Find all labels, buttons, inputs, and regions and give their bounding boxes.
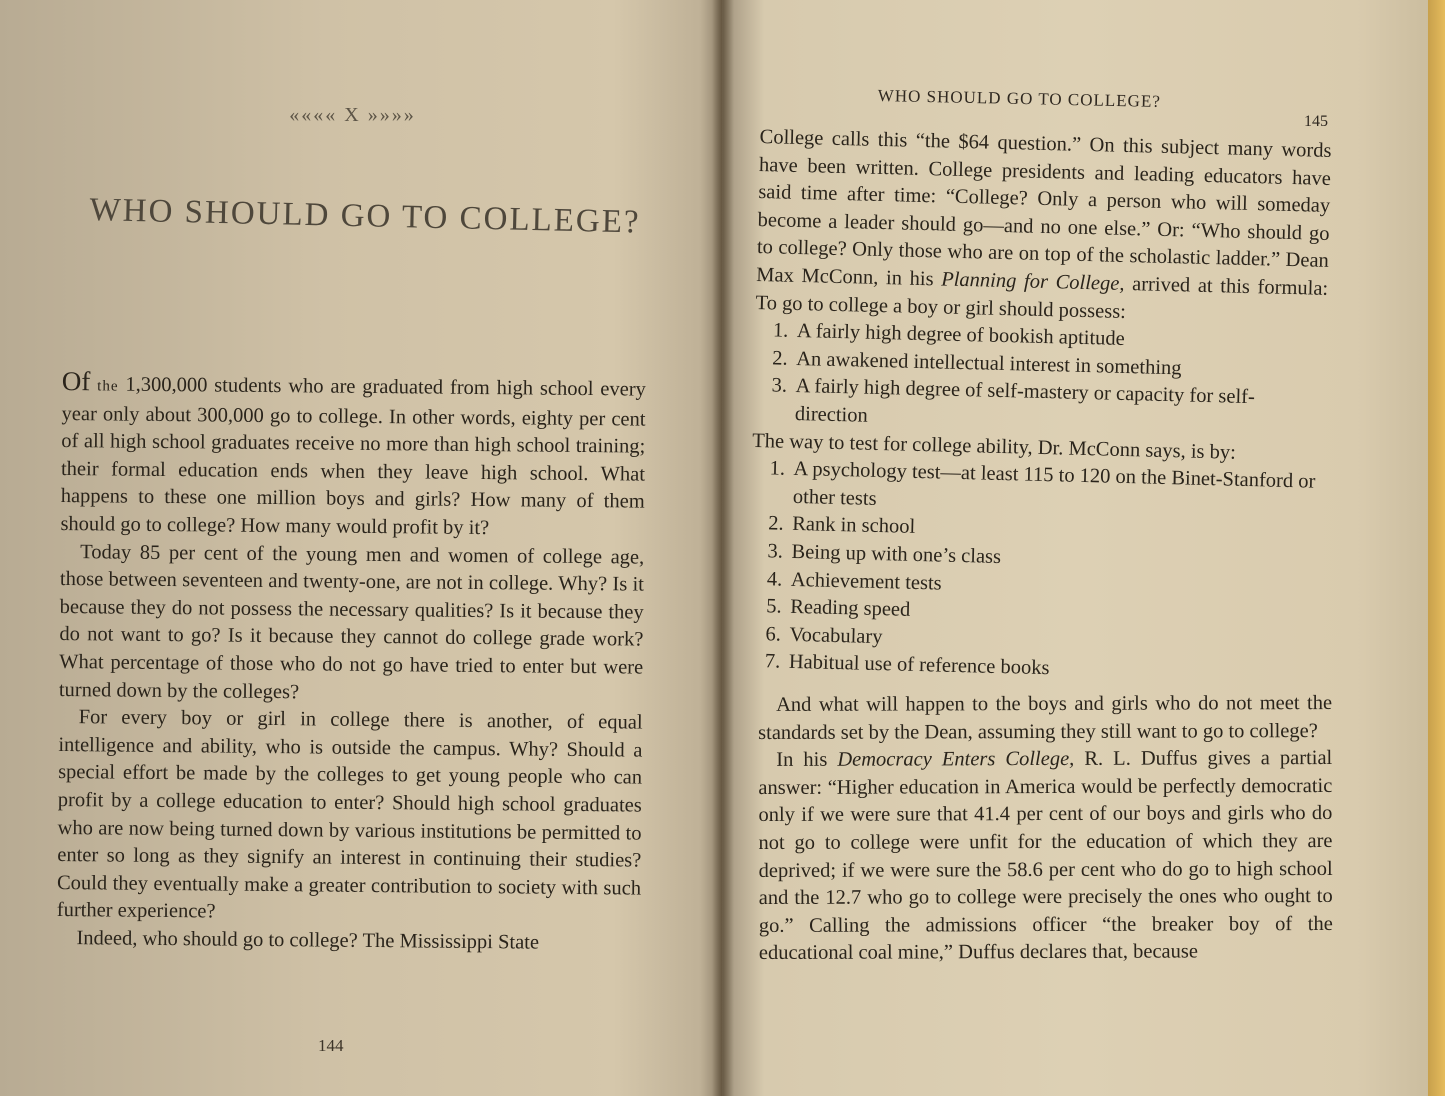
left-body-text	[56, 368, 646, 958]
list-text: Habitual use of reference books	[788, 651, 1050, 680]
list-text: Reading speed	[789, 595, 911, 621]
intro-text-end: arrived at this formula: To go to college a boy or girl should possess:	[755, 272, 1329, 323]
question-paragraph: And what will happen to the boys and girls who do not meet the standards set by the Dean, assuming they still want to go to college?	[758, 691, 1333, 744]
small-caps-word: the	[97, 378, 119, 395]
list-text: A fairly high degree of self-mastery or capacity for self-direction	[794, 375, 1256, 427]
right-body-text-lower	[758, 690, 1333, 968]
opening-paragraph	[60, 368, 646, 544]
paragraph: Today 85 per cent of the young men and women of college age, those between seventeen and twenty-one, are not in college. Why? Is it because they do not possess the necessary qualities? Is it because they do not want to go? Is it because they cannot do college grade work? What percentage of those who do not go have tried to enter but were turned down by the colleges?	[58, 540, 645, 703]
list-text: Rank in school	[791, 513, 916, 539]
book-title-democracy: Democracy Enters College,	[837, 748, 1075, 771]
page-number-right: 145	[1304, 113, 1328, 130]
list-text: Being up with one’s class	[791, 540, 1002, 568]
tests-list	[747, 455, 1324, 690]
paragraph: Indeed, who should go to college? The Mississippi State	[76, 927, 540, 954]
duffus-text-start: In his	[776, 748, 838, 772]
list-number: 3.	[767, 540, 784, 563]
list-number: 7.	[764, 650, 781, 673]
list-number: 3.	[771, 374, 788, 398]
list-number: 5.	[765, 595, 782, 618]
test-intro: The way to test for college ability, Dr. McConn says, is by:	[751, 429, 1237, 464]
opening-paragraph-text: 1,300,000 students who are graduated from high school every year only about 300,000 go to college. In other words, eighty per cent of all high school graduates receive no more than high school training; their formal education ends when they leave high school. What happens to these one million boys and girls? How many of them should go to college? How many would profit by it?	[60, 373, 646, 540]
book-gutter	[712, 0, 734, 1096]
list-text: A psychology test—at least 115 to 120 on the Binet-Stanford or other tests	[792, 458, 1316, 510]
list-number: 2.	[772, 347, 788, 370]
list-number: 6.	[765, 622, 782, 646]
book-title-planning: Planning for College,	[940, 268, 1125, 295]
right-body-text	[747, 124, 1332, 690]
qualities-list	[753, 317, 1328, 441]
paragraph: For every boy or girl in college there is another, of equal intelligence and ability, who is outside the campus. Why? Should a special effort be made by the colleges to get young people who can profit by a college education to enter? Should high school graduates who are now being turned down by various institutions be permitted to enter so long as they signify an interest in continuing their studies? Could they eventually make a greater contribution to society with such further experience?	[56, 706, 643, 923]
drop-cap: Of	[61, 366, 91, 397]
chapter-title: WHO SHOULD GO TO COLLEGE?	[89, 192, 641, 241]
list-text: An awakened intellectual interest in something	[796, 347, 1182, 380]
intro-text: College calls this “the $64 question.” On this subject many words have been written. College presidents and leading educators have said time after time: “College? Only a person who will someday become a leader should go—and no one else.” Or: “Who should go to college? Only those who are on top of the scholastic ladder.” Dean Max McConn, in his	[756, 125, 1332, 291]
list-text: A fairly high degree of bookish aptitude	[796, 320, 1126, 351]
list-number: 2.	[767, 512, 784, 536]
list-text: Vocabulary	[789, 623, 883, 648]
duffus-paragraph	[758, 745, 1333, 968]
chapter-number: «««« X »»»»	[289, 104, 416, 126]
list-number: 1.	[769, 457, 786, 480]
running-head: WHO SHOULD GO TO COLLEGE?	[877, 86, 1162, 111]
left-page	[0, 0, 722, 1096]
page-edge	[1428, 0, 1445, 1096]
intro-paragraph	[755, 124, 1332, 331]
duffus-text: R. L. Duffus gives a partial answer: “Higher education in America would be perfectly democratic only if we were sure that 41.4 per cent of our boys and girls who do not go to college were unfit for the education of which they are deprived; if we were sure the 58.6 per cent who do go to high school and the 12.7 who go to college were precisely the ones who ought to go.” Calling the admissions officer “the breaker boy of the educational coal mine,” Duffus declares that, because	[758, 747, 1333, 965]
list-number: 1.	[772, 319, 789, 342]
list-text: Achievement tests	[790, 568, 942, 595]
list-number: 4.	[766, 567, 783, 591]
page-number-left: 144	[318, 1036, 344, 1055]
